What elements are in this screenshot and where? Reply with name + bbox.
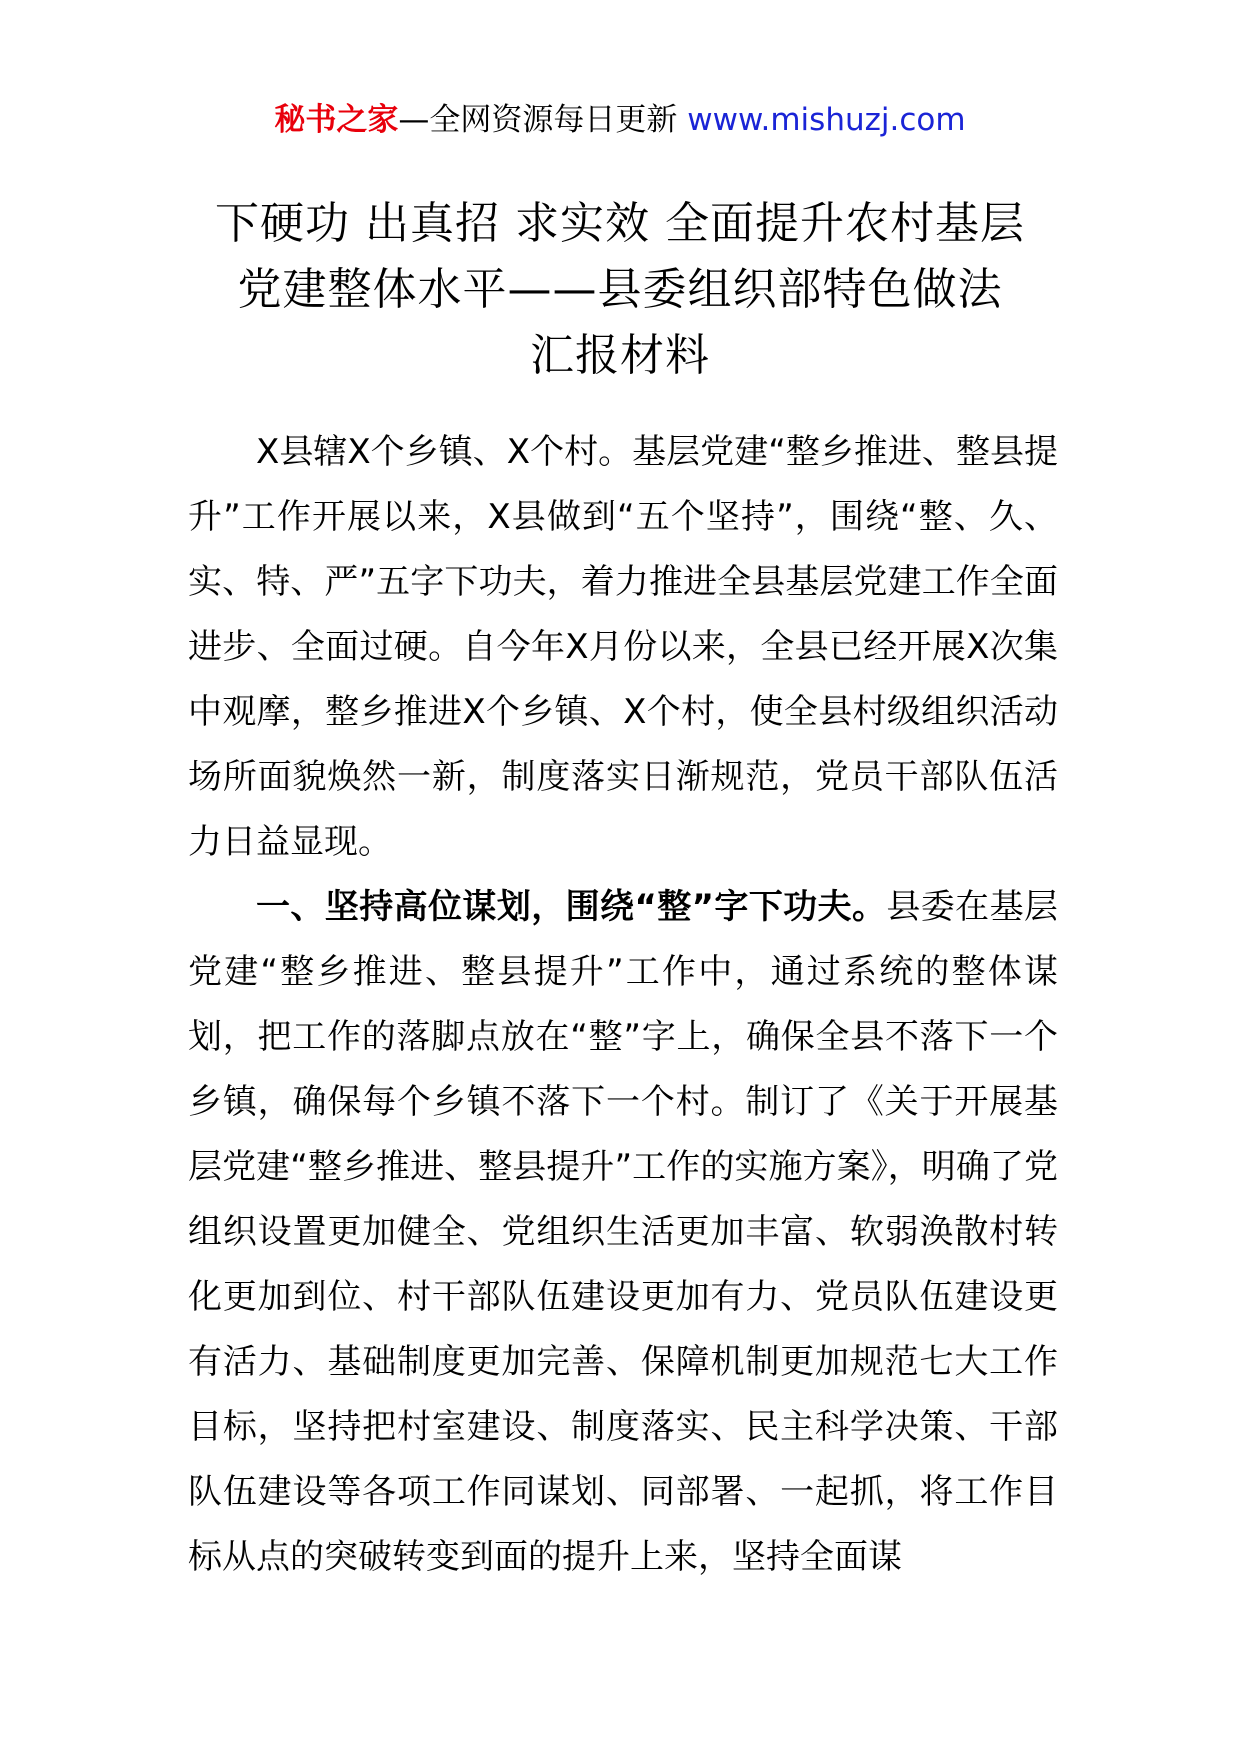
- header-banner: [0, 100, 1240, 140]
- title-line-2: 党建整体水平——县委组织部特色做法: [237, 264, 1003, 316]
- document-body: [188, 420, 1058, 1590]
- section-1-paragraph: [188, 875, 1058, 1590]
- title-line-1: 下硬功 出真招 求实效 全面提升农村基层: [215, 198, 1025, 250]
- site-url-link[interactable]: www.mishuzj.com: [687, 102, 966, 138]
- intro-paragraph-text: X县辖X个乡镇、X个村。基层党建“整乡推进、整县提升”工作开展以来，X县做到“五个坚持”，围绕“整、久、实、特、严”五字下功夫，着力推进全县基层党建工作全面进步、全面过硬。自今年X月份以来，全县已经开展X次集中观摩，整乡推进X个乡镇、X个村，使全县村级组织活动场所面貌焕然一新，制度落实日渐规范，党员干部队伍活力日益显现。: [188, 432, 1058, 862]
- intro-paragraph: [188, 420, 1058, 875]
- brand-name: 秘书之家: [274, 102, 399, 138]
- header-tagline: —全网资源每日更新: [398, 102, 678, 138]
- document-title: [150, 191, 1090, 389]
- title-line-3: 汇报材料: [530, 330, 710, 382]
- section-1-heading: 一、坚持高位谋划，围绕“整”字下功夫。: [256, 887, 887, 927]
- section-1-text: 县委在基层党建“整乡推进、整县提升”工作中，通过系统的整体谋划，把工作的落脚点放在“整”字上，确保全县不落下一个乡镇，确保每个乡镇不落下一个村。制订了《关于开展基层党建“整乡推进、整县提升”工作的实施方案》，明确了党组织设置更加健全、党组织生活更加丰富、软弱涣散村转化更加到位、村干部队伍建设更加有力、党员队伍建设更有活力、基础制度更加完善、保障机制更加规范七大工作目标，坚持把村室建设、制度落实、民主科学决策、干部队伍建设等各项工作同谋划、同部署、一起抓，将工作目标从点的突破转变到面的提升上来，坚持全面谋: [188, 887, 1058, 1577]
